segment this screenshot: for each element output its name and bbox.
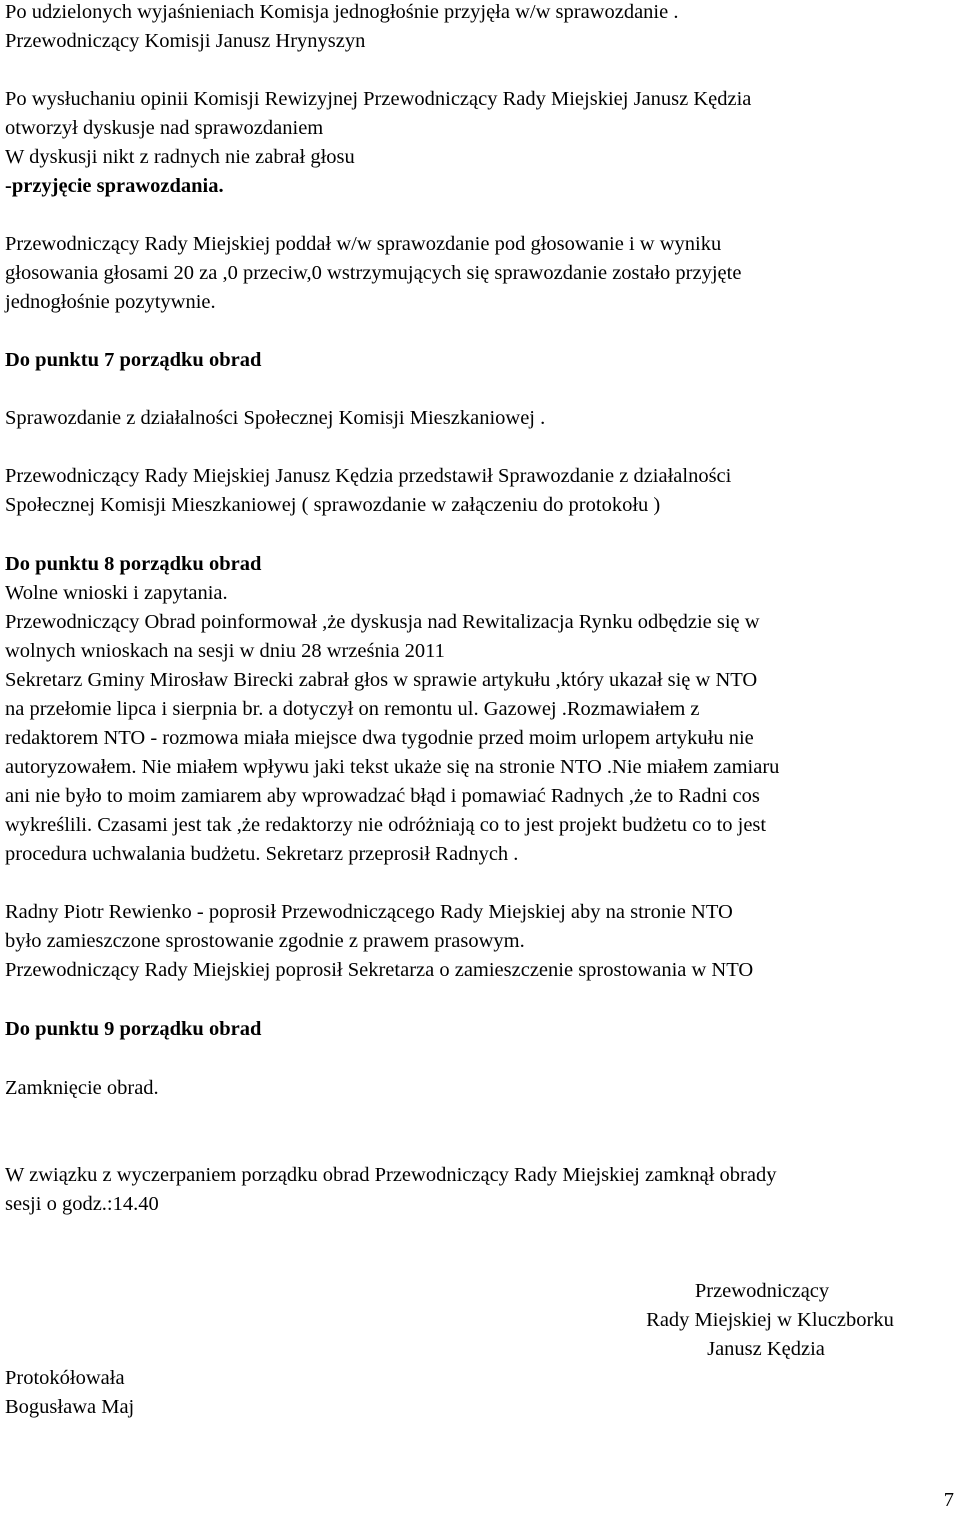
section-heading-8: Do punktu 8 porządku obrad bbox=[5, 553, 262, 575]
text-line: redaktorem NTO - rozmowa miała miejsce dwa tygodnie przed moim urlopem artykułu nie bbox=[5, 727, 754, 749]
text-line: Radny Piotr Rewienko - poprosił Przewodniczącego Rady Miejskiej aby na stronie NTO bbox=[5, 901, 733, 923]
text-line: W dyskusji nikt z radnych nie zabrał głosu bbox=[5, 146, 355, 168]
text-line: otworzył dyskusje nad sprawozdaniem bbox=[5, 117, 324, 139]
text-line: wykreślili. Czasami jest tak ,że redaktorzy nie odróżniają co to jest projekt budżetu co to jest bbox=[5, 814, 767, 836]
signature-office: Rady Miejskiej w Kluczborku bbox=[646, 1309, 894, 1331]
text-line: było zamieszczone sprostowanie zgodnie z prawem prasowym. bbox=[5, 930, 525, 952]
text-line: Przewodniczący Obrad poinformował ,że dyskusja nad Rewitalizacja Rynku odbędzie się w bbox=[5, 611, 760, 633]
text-line: Przewodniczący Rady Miejskiej Janusz Kędzia przedstawił Sprawozdanie z działalności bbox=[5, 465, 732, 487]
text-line: procedura uchwalania budżetu. Sekretarz przeprosił Radnych . bbox=[5, 843, 519, 865]
text-line: Wolne wnioski i zapytania. bbox=[5, 582, 228, 604]
signature-name: Janusz Kędzia bbox=[707, 1338, 825, 1360]
section-heading-7: Do punktu 7 porządku obrad bbox=[5, 349, 262, 371]
text-line: Sekretarz Gminy Mirosław Birecki zabrał głos w sprawie artykułu ,który ukazał się w NTO bbox=[5, 669, 758, 691]
text-line: jednogłośnie pozytywnie. bbox=[5, 291, 216, 313]
recorder-label: Protokółowała bbox=[5, 1367, 125, 1389]
text-line: Społecznej Komisji Mieszkaniowej ( sprawozdanie w załączeniu do protokołu ) bbox=[5, 494, 661, 516]
text-line: Sprawozdanie z działalności Społecznej Komisji Mieszkaniowej . bbox=[5, 407, 546, 429]
text-line: Zamknięcie obrad. bbox=[5, 1077, 159, 1099]
text-line: Po wysłuchaniu opinii Komisji Rewizyjnej Przewodniczący Rady Miejskiej Janusz Kędzia bbox=[5, 88, 752, 110]
text-line: głosowania głosami 20 za ,0 przeciw,0 wstrzymujących się sprawozdanie zostało przyjęte bbox=[5, 262, 742, 284]
text-line: autoryzowałem. Nie miałem wpływu jaki tekst ukaże się na stronie NTO .Nie miałem zamiaru bbox=[5, 756, 780, 778]
text-line-bold: -przyjęcie sprawozdania. bbox=[5, 175, 224, 197]
signature-title: Przewodniczący bbox=[694, 1280, 830, 1302]
text-line: Przewodniczący Komisji Janusz Hrynyszyn bbox=[5, 30, 366, 52]
text-line: W związku z wyczerpaniem porządku obrad Przewodniczący Rady Miejskiej zamknął obrady bbox=[5, 1164, 777, 1186]
section-heading-9: Do punktu 9 porządku obrad bbox=[5, 1018, 262, 1040]
text-line: sesji o godz.:14.40 bbox=[5, 1193, 159, 1215]
text-line: wolnych wnioskach na sesji w dniu 28 września 2011 bbox=[5, 640, 445, 662]
page-number: 7 bbox=[943, 1489, 954, 1511]
text-line: Przewodniczący Rady Miejskiej poddał w/w sprawozdanie pod głosowanie i w wyniku bbox=[5, 233, 722, 255]
text-line: na przełomie lipca i sierpnia br. a dotyczył on remontu ul. Gazowej .Rozmawiałem z bbox=[5, 698, 700, 720]
text-line: Po udzielonych wyjaśnieniach Komisja jednogłośnie przyjęła w/w sprawozdanie . bbox=[5, 1, 679, 23]
text-line: ani nie było to moim zamiarem aby wprowadzać błąd i pomawiać Radnych ,że to Radni cos bbox=[5, 785, 760, 807]
recorder-name: Bogusława Maj bbox=[5, 1396, 135, 1418]
text-line: Przewodniczący Rady Miejskiej poprosił Sekretarza o zamieszczenie sprostowania w NTO bbox=[5, 959, 754, 981]
